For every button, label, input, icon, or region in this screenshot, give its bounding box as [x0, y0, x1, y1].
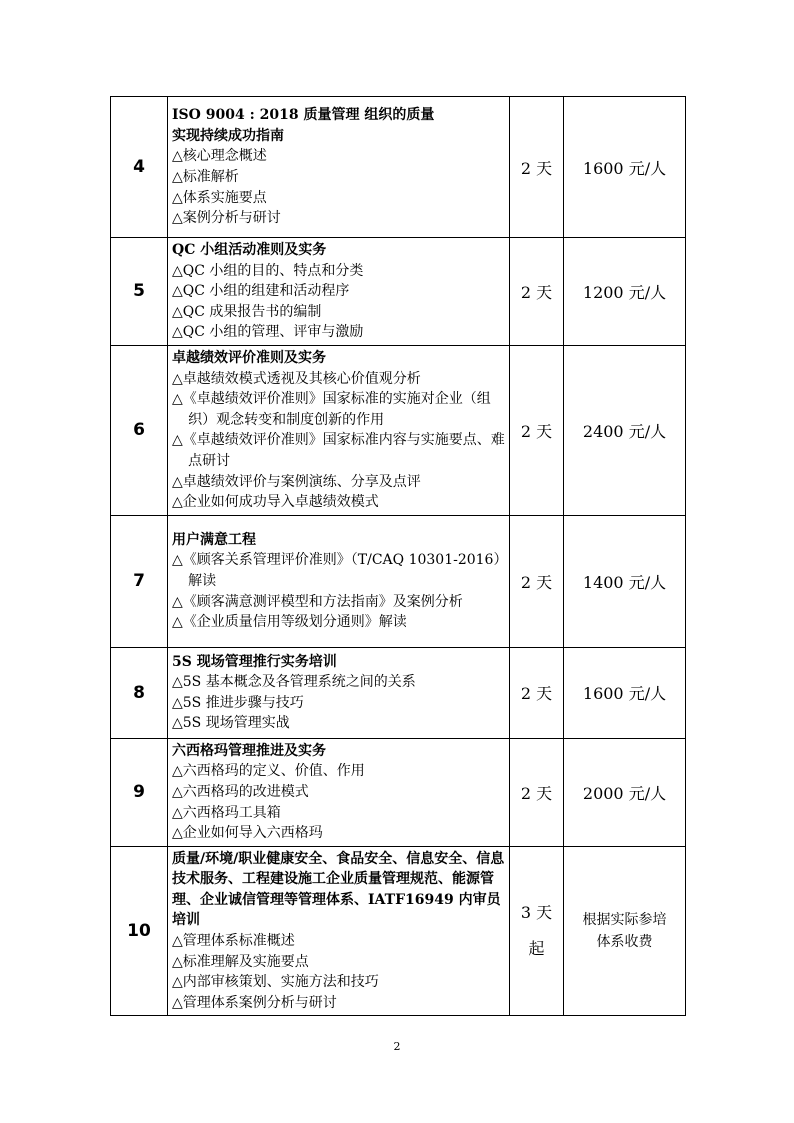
- course-duration: [510, 846, 564, 1016]
- duration-text: 2 天: [520, 684, 553, 704]
- price-text: 体系收费: [596, 934, 653, 951]
- course-title: QC 小组活动准则及实务: [172, 242, 327, 258]
- course-row: [111, 515, 686, 647]
- price-text: 1600 元/人: [582, 684, 667, 704]
- duration-text: 2 天: [520, 572, 553, 592]
- course-item: △《卓越绩效评价准则》国家标准的实施对企业（组织）观念转变和制度创新的作用: [172, 391, 491, 428]
- course-row: [111, 846, 686, 1016]
- course-title: 实现持续成功指南: [172, 127, 284, 144]
- duration-text: 2 天: [520, 421, 553, 441]
- course-number: 5: [111, 238, 168, 346]
- course-item: △六西格玛工具箱: [172, 804, 281, 821]
- course-title: 卓越绩效评价准则及实务: [172, 349, 326, 366]
- duration-text: 2 天: [520, 158, 553, 178]
- course-number: 6: [111, 345, 168, 515]
- course-item: △《顾客关系管理评价准则》（T/CAQ 10301-2016）解读: [172, 552, 501, 589]
- course-item: △QC 小组的组建和活动程序: [172, 283, 350, 300]
- course-duration: [510, 647, 564, 738]
- course-item: △企业如何导入六西格玛: [172, 825, 323, 842]
- duration-text: 3 天: [520, 903, 553, 923]
- course-item: △QC 小组的管理、评审与激励: [172, 324, 364, 341]
- course-duration: [510, 238, 564, 346]
- course-item: △《卓越绩效评价准则》国家标准内容与实施要点、难点研讨: [172, 432, 505, 469]
- course-item: △卓越绩效评价与案例演练、分享及点评: [172, 473, 421, 490]
- course-number: 7: [111, 515, 168, 647]
- course-price: [564, 846, 686, 1016]
- course-price: [564, 345, 686, 515]
- price-text: 根据实际参培: [582, 912, 667, 929]
- course-number: 9: [111, 738, 168, 846]
- course-item: △内部审核策划、实施方法和技巧: [172, 974, 379, 991]
- course-item: △5S 基本概念及各管理系统之间的关系: [172, 674, 416, 691]
- price-text: 2400 元/人: [582, 421, 667, 441]
- duration-text: 2 天: [520, 783, 553, 803]
- course-title: ISO 9004 : 2018 质量管理 组织的质量: [172, 107, 435, 124]
- course-item: △标准理解及实施要点: [172, 953, 309, 970]
- course-item: △管理体系标准概述: [172, 933, 295, 950]
- course-row: [111, 738, 686, 846]
- course-item: △案例分析与研讨: [172, 210, 281, 227]
- price-text: 2000 元/人: [582, 783, 667, 803]
- price-text: 1600 元/人: [582, 158, 667, 178]
- course-title: 六西格玛管理推进及实务: [172, 742, 326, 759]
- course-row: [111, 647, 686, 738]
- course-row: [111, 345, 686, 515]
- course-item: △《企业质量信用等级划分通则》解读: [172, 614, 407, 631]
- course-item: △5S 推进步骤与技巧: [172, 694, 304, 711]
- course-number: 10: [111, 846, 168, 1016]
- course-table: [110, 96, 686, 1016]
- course-item: △六西格玛的定义、价值、作用: [172, 763, 365, 780]
- course-number: 4: [111, 97, 168, 238]
- duration-text: 起: [528, 939, 545, 959]
- course-item: △管理体系案例分析与研讨: [172, 994, 337, 1011]
- duration-text: 2 天: [520, 282, 553, 302]
- course-item: △QC 成果报告书的编制: [172, 303, 322, 320]
- course-price: [564, 647, 686, 738]
- course-item: △5S 现场管理实战: [172, 715, 290, 732]
- course-title: 用户满意工程: [172, 531, 256, 548]
- course-title: 质量/环境/职业健康安全、食品安全、信息安全、信息技术服务、工程建设施工企业质量管理规范、能源管理、企业诚信管理等管理体系、IATF16949 内审员培训: [172, 850, 505, 929]
- price-text: 1400 元/人: [582, 572, 667, 592]
- course-title: 5S 现场管理推行实务培训: [172, 653, 337, 670]
- course-item: △体系实施要点: [172, 189, 267, 206]
- course-item: △企业如何成功导入卓越绩效模式: [172, 494, 379, 511]
- course-duration: [510, 97, 564, 238]
- course-row: [111, 97, 686, 238]
- course-price: [564, 738, 686, 846]
- course-price: [564, 515, 686, 647]
- course-price: [564, 97, 686, 238]
- course-content: [168, 238, 510, 346]
- course-row: [111, 238, 686, 346]
- course-duration: [510, 345, 564, 515]
- course-item: △QC 小组的目的、特点和分类: [172, 262, 364, 279]
- course-price: [564, 238, 686, 346]
- course-content: [168, 738, 510, 846]
- course-number: 8: [111, 647, 168, 738]
- course-item: △《顾客满意测评模型和方法指南》及案例分析: [172, 593, 463, 610]
- course-content: [168, 345, 510, 515]
- price-text: 1200 元/人: [582, 282, 667, 302]
- course-item: △标准解析: [172, 169, 239, 185]
- course-content: [168, 97, 510, 238]
- course-content: [168, 515, 510, 647]
- course-item: △核心理念概述: [172, 148, 267, 165]
- course-duration: [510, 738, 564, 846]
- course-content: [168, 846, 510, 1016]
- page-number: 2: [393, 1040, 401, 1053]
- course-item: △卓越绩效模式透视及其核心价值观分析: [172, 370, 421, 387]
- course-duration: [510, 515, 564, 647]
- course-content: [168, 647, 510, 738]
- course-item: △六西格玛的改进模式: [172, 783, 309, 800]
